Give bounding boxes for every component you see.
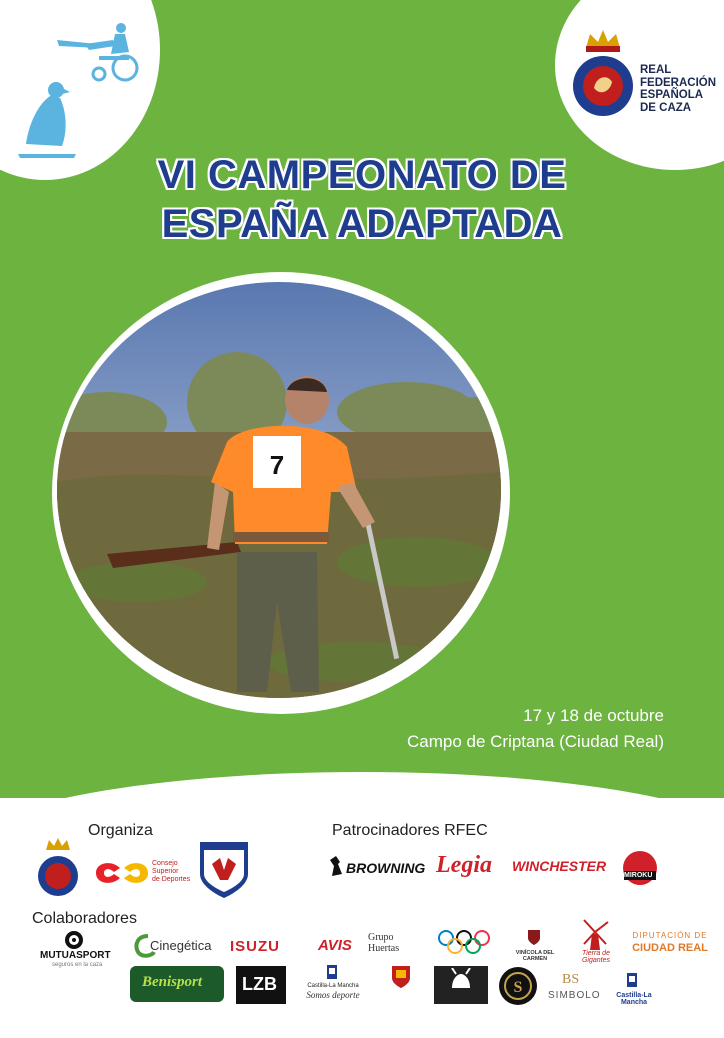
olympic-rings-icon	[436, 928, 492, 958]
windmill-icon	[580, 918, 610, 950]
csd-logo-icon	[92, 858, 152, 888]
vinicola-crest-icon	[526, 928, 542, 946]
collab-vinicola: VINÍCOLA DEL CARMEN	[515, 950, 555, 962]
sponsor-winchester: WINCHESTER	[512, 858, 607, 874]
diputacion-line-2: CIUDAD REAL	[632, 942, 708, 954]
collab-mutuasport-tag: seguros en la caza	[52, 962, 103, 968]
organiza-label: Organiza	[88, 822, 153, 839]
simbolo-mark-icon: BS	[562, 972, 580, 987]
sponsor-legia: Legia	[436, 852, 492, 878]
s-badge-icon	[498, 966, 538, 1006]
csd-line-2: Superior	[152, 868, 179, 875]
csd-line-3: de Deportes	[152, 876, 191, 883]
sponsor-browning: BROWNING	[346, 860, 426, 876]
collab-grupo-huertas: Grupo Huertas	[368, 932, 400, 954]
miroku-logo-icon	[622, 850, 658, 886]
clm-crest-icon	[326, 964, 338, 980]
collab-mutuasport: MUTUASPORT	[40, 950, 111, 961]
title-line-1: VI CAMPEONATO DE	[157, 153, 567, 197]
partridge-icon	[16, 80, 78, 160]
collab-simbolo: SIMBOLO	[548, 990, 601, 1001]
collab-avis: AVIS	[318, 937, 352, 954]
clm-crest-2-icon	[626, 972, 638, 988]
patrocinadores-label: Patrocinadores RFEC	[332, 822, 488, 839]
rfec-line-3: ESPAÑOLA	[640, 89, 704, 101]
collab-diputacion	[630, 930, 710, 954]
rfec-line-4: DE CAZA	[640, 101, 692, 114]
svg-text:S: S	[513, 979, 523, 996]
event-dates: 17 y 18 de octubre	[523, 706, 664, 725]
diputacion-line-1: DIPUTACIÓN DE	[632, 931, 708, 940]
browning-buck-icon	[328, 854, 344, 878]
title-line-2: ESPAÑA ADAPTADA	[161, 202, 563, 246]
collab-isuzu: ISUZU	[230, 938, 280, 955]
collab-lzb: LZB	[242, 974, 277, 994]
municipal-crest-icon	[390, 964, 412, 990]
sponsor-miroku: MIROKU	[624, 872, 653, 879]
wheelchair-hunter-icon	[55, 22, 145, 84]
rfec-emblem-icon	[572, 28, 634, 120]
bib-number: 7	[269, 450, 285, 480]
clm-line-1: Castilla-La Mancha	[307, 983, 359, 989]
federation-shield-icon	[198, 840, 250, 900]
rfec-line-2: FEDERACIÓN	[640, 76, 717, 89]
collab-benisport: Benisport	[142, 974, 203, 990]
hunter-photo	[57, 282, 501, 698]
colaboradores-label: Colaboradores	[32, 910, 137, 927]
collab-clm-2: Castilla-La Mancha	[616, 992, 652, 1006]
clm-line-2: Somos deporte	[306, 990, 360, 1000]
event-location: Campo de Criptana (Ciudad Real)	[406, 732, 664, 751]
csd-text	[152, 860, 190, 884]
rfec-name	[640, 64, 716, 114]
collab-cinegetica: Cinegética	[150, 938, 212, 953]
deer-logo-icon	[446, 968, 476, 990]
collab-tierra: Tierra de Gigantes	[581, 950, 611, 964]
csd-line-1: Consejo	[152, 860, 178, 867]
mutuasport-target-icon	[64, 930, 84, 950]
collab-clm	[296, 982, 370, 1000]
rfec-small-emblem-icon	[36, 838, 80, 898]
rfec-line-1: REAL	[640, 64, 672, 76]
